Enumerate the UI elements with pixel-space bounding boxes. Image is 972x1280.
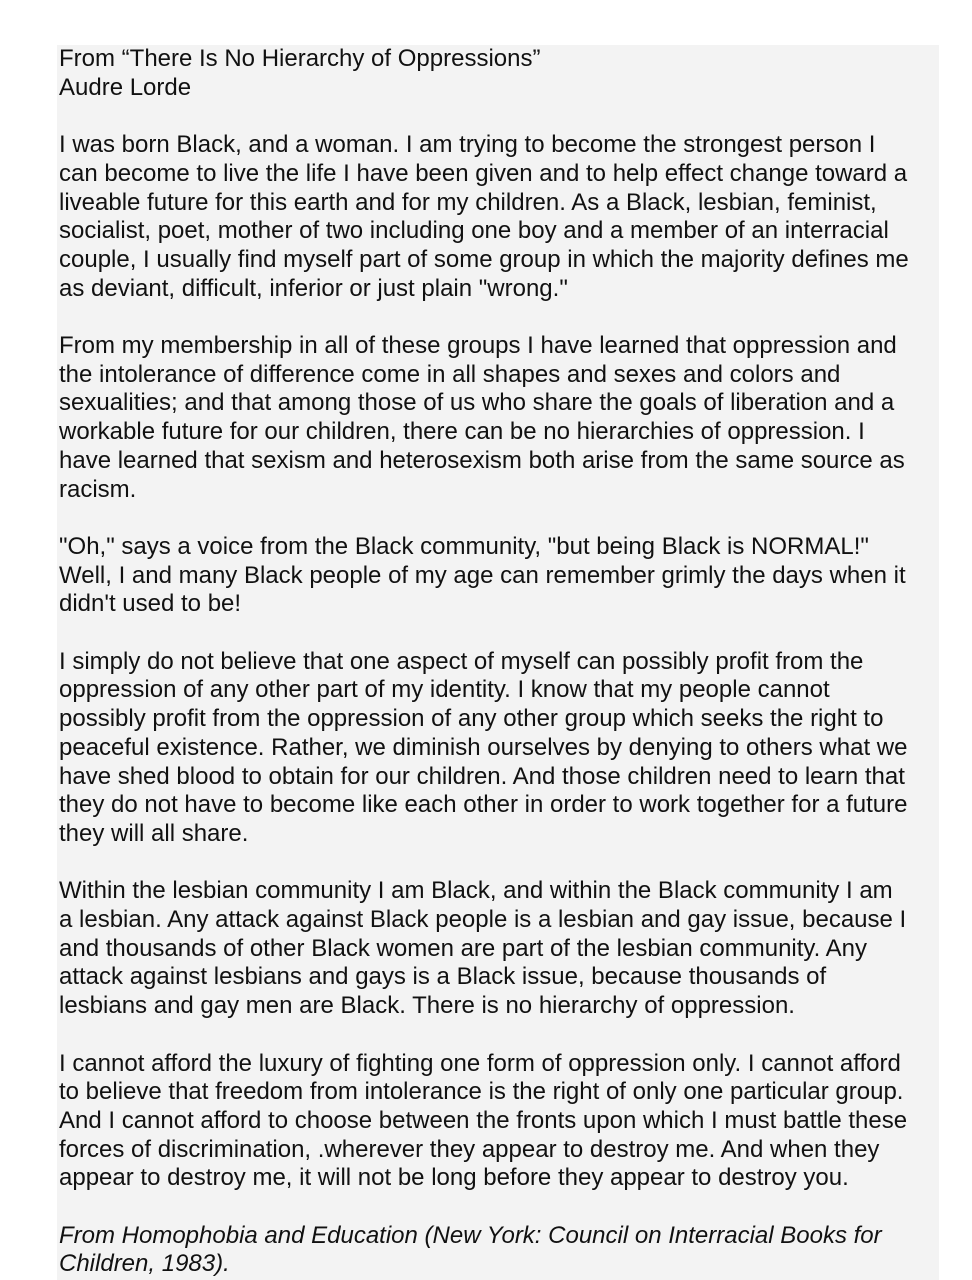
spacer — [59, 1193, 939, 1222]
document-author: Audre Lorde — [59, 73, 192, 101]
spacer — [59, 1021, 939, 1050]
paragraph: I was born Black, and a woman. I am trying to become the strongest person I can become to live the life I have been given and to help effect change toward a liveable future for this earth and for my children. As a Black, lesbian, feminist, socialist, poet, mother of two including one boy and a member of an interracial couple, I usually find myself part of some group in which the majority defines me as deviant, difficult, inferior or just plain "wrong." — [59, 131, 909, 302]
paragraph: Within the lesbian community I am Black, and within the Black community I am a lesbian. Any attack against Black people is a lesbian and gay issue, because I and thousands of other Black women are part of the lesbian community. Any attack against lesbians and gays is a Black issue, because thousands of lesbians and gay men are Black. There is no hierarchy of oppression. — [59, 877, 907, 1020]
source-citation: From Homophobia and Education (New York: Council on Interracial Books for Children, 1983). — [59, 1221, 882, 1278]
paragraph: "Oh," says a voice from the Black community, "but being Black is NORMAL!" Well, I and many Black people of my age can remember grimly the days when it didn't used to be! — [59, 532, 906, 618]
spacer — [59, 303, 939, 332]
document-body — [59, 45, 939, 1279]
spacer — [59, 504, 939, 533]
spacer — [59, 619, 939, 648]
spacer — [59, 102, 939, 131]
paragraph: I cannot afford the luxury of fighting one form of oppression only. I cannot afford to believe that freedom from intolerance is the right of only one particular group. And I cannot afford to choose between the fronts upon which I must battle these forces of discrimination, .wherever they appear to destroy me. And when they appear to destroy me, it will not be long before they appear to destroy you. — [59, 1049, 908, 1192]
paragraph: From my membership in all of these groups I have learned that oppression and the intolerance of difference come in all shapes and sexes and colors and sexualities; and that among those of us who share the goals of liberation and a workable future for our children, there can be no hierarchies of oppression. I have learned that sexism and heterosexism both arise from the same source as racism. — [59, 332, 905, 503]
paragraph: I simply do not believe that one aspect of myself can possibly profit from the oppression of any other part of my identity. I know that my people cannot possibly profit from the oppression of any other group which seeks the right to peaceful existence. Rather, we diminish ourselves by denying to others what we have shed blood to obtain for our children. And those children need to learn that they do not have to become like each other in order to work together for a future they will all share. — [59, 647, 908, 847]
spacer — [59, 849, 939, 878]
document-title: From “There Is No Hierarchy of Oppressions” — [59, 45, 541, 72]
